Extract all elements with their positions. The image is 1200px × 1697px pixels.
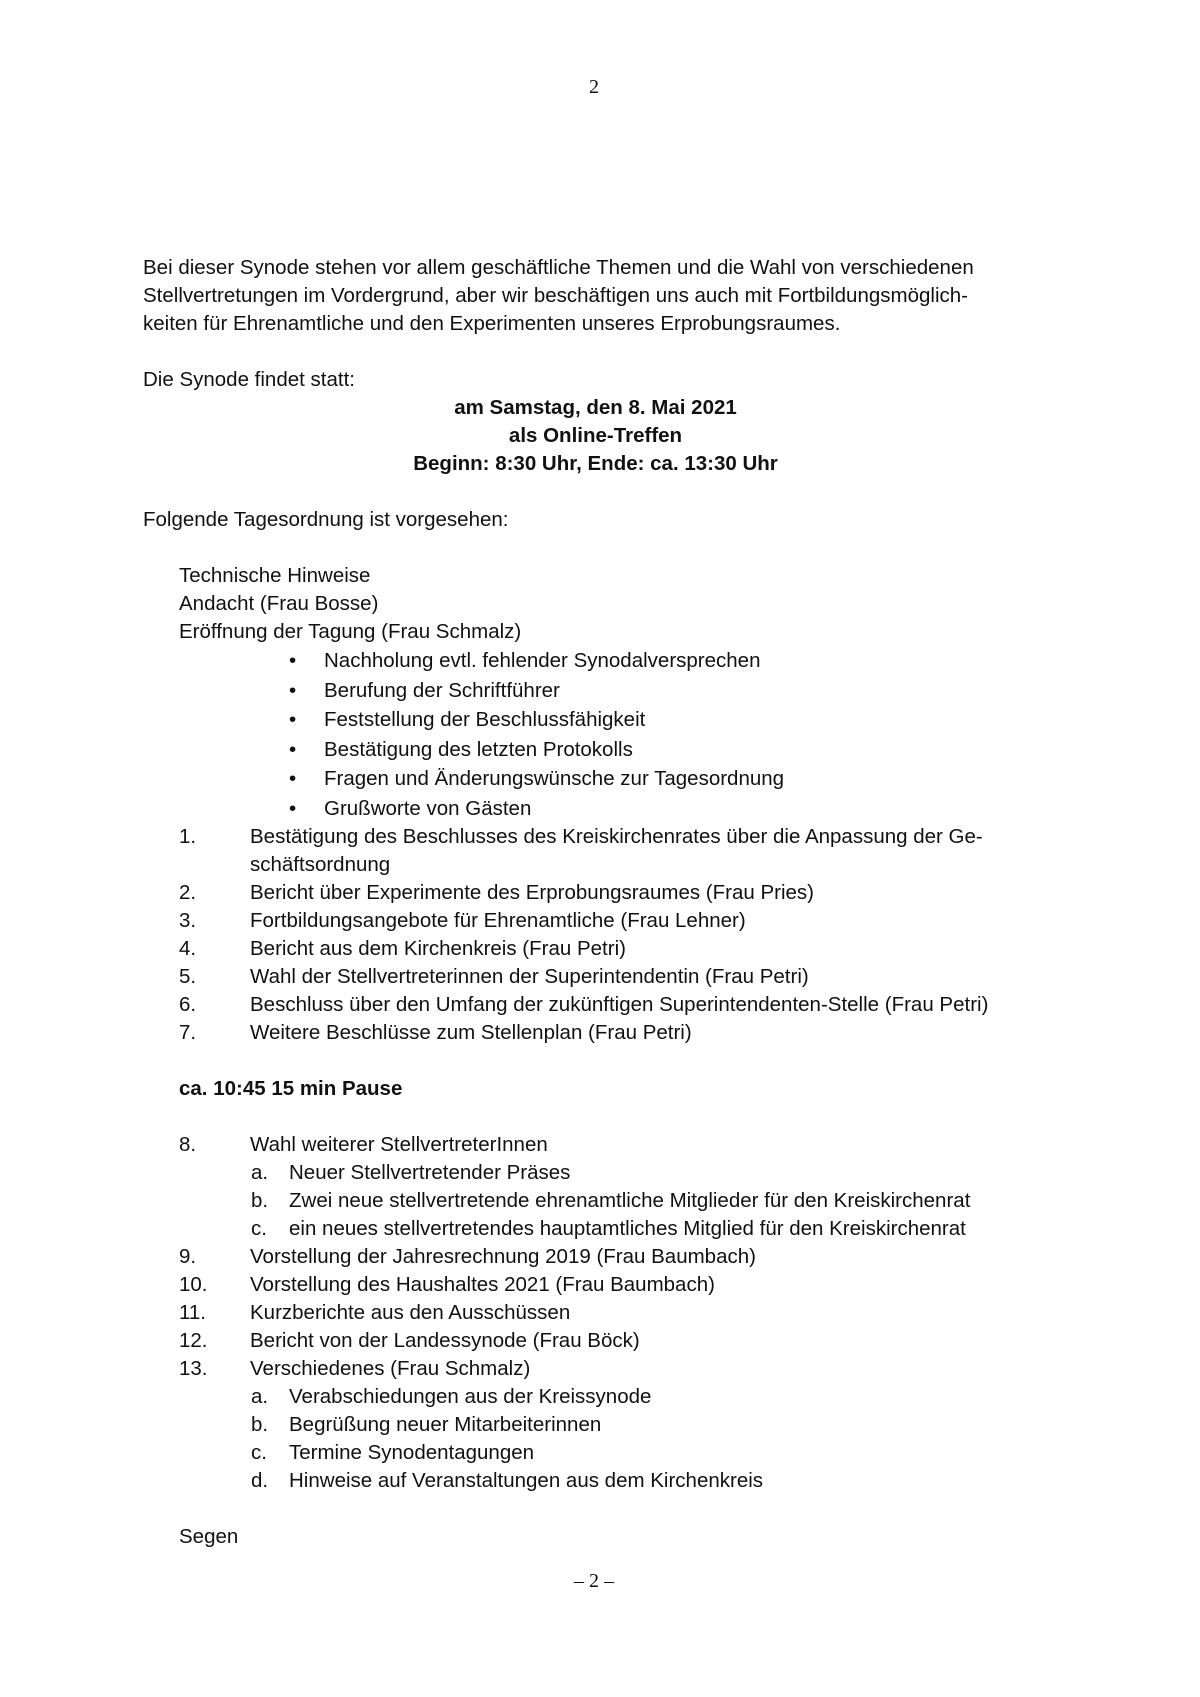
agenda-item xyxy=(143,1355,1063,1383)
agenda-subitem-text: Hinweise auf Veranstaltungen aus dem Kirchenkreis xyxy=(289,1469,764,1492)
page-number-bottom: – 2 – xyxy=(574,1570,614,1592)
venue-format: als Online-Treffen xyxy=(508,424,683,447)
agenda-subitem-text: Verabschiedungen aus der Kreissynode xyxy=(289,1385,652,1408)
agenda-subitem xyxy=(143,1467,1063,1495)
agenda-item xyxy=(143,879,1063,907)
agenda-subitem-letter: b. xyxy=(251,1189,269,1212)
agenda-item-number: 10. xyxy=(179,1273,208,1296)
agenda-item xyxy=(143,1299,1063,1327)
agenda-item-number: 6. xyxy=(179,993,197,1016)
agenda-item xyxy=(143,963,1063,991)
opening-bullet: • Grußworte von Gästen xyxy=(289,794,1063,824)
agenda-item-text: Bestätigung des Beschlusses des Kreiskirchenrates über die Anpassung der Ge- xyxy=(250,825,983,848)
intro-line: Stellvertretungen im Vordergrund, aber wir beschäftigen uns auch mit Fortbildungsmöglich- xyxy=(143,284,968,307)
agenda-part1 xyxy=(143,823,1063,1047)
agenda-subitem-letter: b. xyxy=(251,1413,269,1436)
agenda-item-number: 8. xyxy=(179,1133,197,1156)
opening-bullet-list xyxy=(143,646,1063,823)
agenda-item xyxy=(143,1327,1063,1355)
agenda-item-text: Verschiedenes (Frau Schmalz) xyxy=(250,1357,531,1380)
agenda-subitem-text: Zwei neue stellvertretende ehrenamtliche Mitglieder für den Kreiskirchenrat xyxy=(289,1189,971,1212)
document-body xyxy=(143,254,1063,1551)
agenda-item-text: Wahl weiterer StellvertreterInnen xyxy=(250,1133,548,1156)
agenda-item-number: 2. xyxy=(179,881,197,904)
agenda-subitem-letter: a. xyxy=(251,1385,269,1408)
agenda-subitem xyxy=(143,1411,1063,1439)
pre-item: Eröffnung der Tagung (Frau Schmalz) xyxy=(179,620,522,643)
agenda-item-text: schäftsordnung xyxy=(250,853,391,876)
agenda-item-text: Vorstellung der Jahresrechnung 2019 (Frau Baumbach) xyxy=(250,1245,756,1268)
pre-item: Andacht (Frau Bosse) xyxy=(179,592,379,615)
agenda-subitem-text: Begrüßung neuer Mitarbeiterinnen xyxy=(289,1413,602,1436)
opening-bullet: • Bestätigung des letzten Protokolls xyxy=(289,735,1063,765)
agenda-item-text: Kurzberichte aus den Ausschüssen xyxy=(250,1301,571,1324)
agenda-subitem-letter: d. xyxy=(251,1469,269,1492)
agenda-subitem-letter: c. xyxy=(251,1441,267,1464)
agenda-subitem xyxy=(143,1215,1063,1243)
venue-time: Beginn: 8:30 Uhr, Ende: ca. 13:30 Uhr xyxy=(413,452,778,475)
agenda-subitem-text: Termine Synodentagungen xyxy=(289,1441,535,1464)
agenda-item xyxy=(143,907,1063,935)
opening-bullet: • Fragen und Änderungswünsche zur Tagesordnung xyxy=(289,764,1063,794)
intro-paragraph xyxy=(143,254,1063,338)
agenda-item-number: 9. xyxy=(179,1245,197,1268)
agenda-subitem-letter: a. xyxy=(251,1161,269,1184)
agenda-item-text: Weitere Beschlüsse zum Stellenplan (Frau Petri) xyxy=(250,1021,692,1044)
agenda-item-text: Bericht über Experimente des Erprobungsraumes (Frau Pries) xyxy=(250,881,814,904)
agenda-item xyxy=(143,1243,1063,1271)
agenda-item-number: 3. xyxy=(179,909,197,932)
intro-line: keiten für Ehrenamtliche und den Experimenten unseres Erprobungsraumes. xyxy=(143,312,841,335)
agenda-subitem-letter: c. xyxy=(251,1217,267,1240)
agenda-subitem xyxy=(143,1187,1063,1215)
agenda-item-number: 11. xyxy=(179,1301,206,1324)
page-number-top: 2 xyxy=(589,76,599,98)
venue-date: am Samstag, den 8. Mai 2021 xyxy=(454,396,737,419)
agenda-item-text: Fortbildungsangebote für Ehrenamtliche (Frau Lehner) xyxy=(250,909,746,932)
opening-bullet: • Nachholung evtl. fehlender Synodalversprechen xyxy=(289,646,1063,676)
agenda-item xyxy=(143,1019,1063,1047)
agenda-subitem-text: ein neues stellvertretendes hauptamtliches Mitglied für den Kreiskirchenrat xyxy=(289,1217,966,1240)
agenda-item-text: Vorstellung des Haushaltes 2021 (Frau Baumbach) xyxy=(250,1273,715,1296)
intro-line: Bei dieser Synode stehen vor allem geschäftliche Themen und die Wahl von verschiedenen xyxy=(143,256,974,279)
agenda-item xyxy=(143,1131,1063,1159)
agenda-item xyxy=(143,1271,1063,1299)
agenda-item xyxy=(143,935,1063,963)
pause-note: ca. 10:45 15 min Pause xyxy=(179,1077,403,1100)
agenda-item-text: Wahl der Stellvertreterinnen der Superintendentin (Frau Petri) xyxy=(250,965,809,988)
agenda-item-text: Bericht aus dem Kirchenkreis (Frau Petri) xyxy=(250,937,626,960)
agenda-item-number: 4. xyxy=(179,937,197,960)
opening-bullet: • Berufung der Schriftführer xyxy=(289,676,1063,706)
agenda-item-number: 12. xyxy=(179,1329,208,1352)
pre-item: Technische Hinweise xyxy=(179,564,371,587)
agenda-item-text: Beschluss über den Umfang der zukünftigen Superintendenten-Stelle (Frau Petri) xyxy=(250,993,989,1016)
agenda-item xyxy=(143,991,1063,1019)
opening-bullet: • Feststellung der Beschlussfähigkeit xyxy=(289,705,1063,735)
agenda-item-number: 7. xyxy=(179,1021,197,1044)
agenda-subitem-text: Neuer Stellvertretender Präses xyxy=(289,1161,571,1184)
agenda-subitem xyxy=(143,1383,1063,1411)
agenda-subitem xyxy=(143,1439,1063,1467)
agenda-intro: Folgende Tagesordnung ist vorgesehen: xyxy=(143,508,509,531)
agenda-part2 xyxy=(143,1131,1063,1495)
agenda-item-number: 1. xyxy=(179,825,197,848)
agenda-item-number: 5. xyxy=(179,965,197,988)
agenda-item xyxy=(143,823,1063,879)
agenda-item-number: 13. xyxy=(179,1357,208,1380)
closing: Segen xyxy=(179,1525,239,1548)
agenda-item-text: Bericht von der Landessynode (Frau Böck) xyxy=(250,1329,640,1352)
agenda-subitem xyxy=(143,1159,1063,1187)
venue-intro: Die Synode findet statt: xyxy=(143,368,355,391)
